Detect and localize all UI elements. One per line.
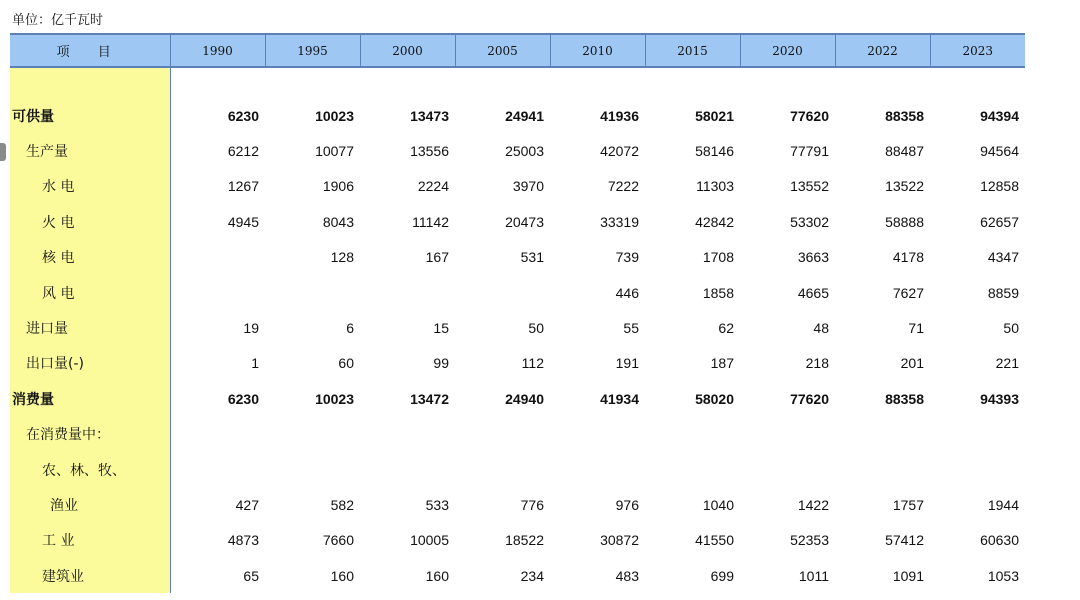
table-row — [10, 417, 1025, 452]
unit-label: 单位：亿千瓦时 — [12, 13, 104, 28]
value-cell: 483 — [615, 567, 639, 584]
value-cell: 42072 — [600, 143, 639, 160]
header-year: 2010 — [550, 34, 645, 67]
value-cell: 4665 — [797, 284, 829, 301]
value-cell: 13552 — [790, 178, 829, 195]
value-cell: 71 — [908, 320, 924, 337]
value-cell: 6 — [346, 320, 354, 337]
value-cell: 57412 — [885, 532, 924, 549]
value-cell: 41934 — [600, 390, 639, 407]
value-cell: 48 — [813, 320, 829, 337]
value-cell: 1011 — [798, 567, 829, 584]
row-label: 建筑业 — [10, 558, 170, 593]
value-cell — [170, 240, 265, 275]
value-cell: 160 — [330, 567, 354, 584]
row-label: 可供量 — [10, 98, 170, 133]
table-row — [10, 310, 1025, 345]
value-cell: 531 — [520, 249, 544, 266]
table-row — [10, 558, 1025, 593]
value-cell: 446 — [615, 284, 639, 301]
value-cell: 2224 — [417, 178, 449, 195]
value-cell: 4347 — [987, 249, 1019, 266]
value-cell: 10005 — [410, 532, 449, 549]
value-cell: 62 — [718, 320, 734, 337]
value-cell: 533 — [425, 496, 449, 513]
header-year: 1990 — [170, 34, 265, 67]
table-row — [10, 169, 1025, 204]
value-cell: 1422 — [797, 496, 829, 513]
sidebar-toggle-handle[interactable] — [0, 143, 6, 161]
table-row — [10, 240, 1025, 275]
header-year: 2023 — [930, 34, 1025, 67]
value-cell: 4945 — [227, 213, 259, 230]
table-row — [10, 452, 1025, 487]
value-cell: 218 — [805, 355, 829, 372]
value-cell: 13522 — [885, 178, 924, 195]
table-row — [10, 523, 1025, 558]
value-cell: 41936 — [600, 107, 639, 124]
value-cell: 88358 — [885, 107, 924, 124]
table-row — [10, 487, 1025, 522]
value-cell: 99 — [433, 355, 449, 372]
value-cell — [360, 452, 455, 487]
table-row — [10, 98, 1025, 133]
value-cell: 4178 — [892, 249, 924, 266]
value-cell: 77791 — [790, 143, 829, 160]
value-cell: 8043 — [322, 213, 354, 230]
value-cell: 8859 — [987, 284, 1019, 301]
value-cell: 15 — [433, 320, 449, 337]
value-cell — [265, 275, 360, 310]
value-cell: 13556 — [410, 143, 449, 160]
header-item-label: 项 目 — [10, 34, 170, 67]
value-cell: 3663 — [797, 249, 829, 266]
table-row — [10, 204, 1025, 239]
value-cell: 1 — [251, 355, 259, 372]
row-label: 农、林、牧、 — [10, 452, 170, 487]
header-row — [10, 34, 1025, 67]
value-cell: 94564 — [980, 143, 1019, 160]
value-cell: 427 — [235, 496, 259, 513]
value-cell — [170, 417, 265, 452]
value-cell — [645, 452, 740, 487]
value-cell — [550, 417, 645, 452]
spacer-row — [10, 67, 1025, 98]
header-year: 2005 — [455, 34, 550, 67]
value-cell: 88358 — [885, 390, 924, 407]
value-cell: 739 — [615, 249, 639, 266]
value-cell: 13472 — [410, 390, 449, 407]
electricity-balance-table — [10, 33, 1025, 593]
value-cell: 128 — [330, 249, 354, 266]
row-label: 渔业 — [10, 487, 170, 522]
row-label: 出口量(-) — [10, 346, 170, 381]
value-cell: 167 — [425, 249, 449, 266]
value-cell: 24940 — [505, 390, 544, 407]
row-label: 生产量 — [10, 133, 170, 168]
value-cell — [550, 452, 645, 487]
value-cell: 234 — [520, 567, 544, 584]
value-cell: 60630 — [980, 532, 1019, 549]
row-label: 水 电 — [10, 169, 170, 204]
row-label: 工 业 — [10, 523, 170, 558]
value-cell: 1858 — [702, 284, 734, 301]
value-cell: 19 — [243, 320, 259, 337]
value-cell: 6230 — [227, 107, 259, 124]
value-cell: 58146 — [695, 143, 734, 160]
value-cell: 1757 — [892, 496, 924, 513]
value-cell: 33319 — [600, 213, 639, 230]
value-cell — [835, 452, 930, 487]
value-cell — [455, 275, 550, 310]
value-cell: 10077 — [315, 143, 354, 160]
value-cell: 699 — [710, 567, 734, 584]
value-cell: 42842 — [695, 213, 734, 230]
value-cell: 6212 — [227, 143, 259, 160]
value-cell: 88487 — [885, 143, 924, 160]
value-cell: 50 — [1003, 320, 1019, 337]
table-row — [10, 275, 1025, 310]
value-cell: 191 — [615, 355, 639, 372]
row-label: 核 电 — [10, 240, 170, 275]
value-cell — [455, 417, 550, 452]
table-body — [10, 67, 1025, 593]
value-cell: 221 — [995, 355, 1019, 372]
value-cell: 582 — [330, 496, 354, 513]
value-cell: 11303 — [696, 178, 734, 195]
table-row — [10, 346, 1025, 381]
value-cell: 3970 — [512, 178, 544, 195]
value-cell: 25003 — [505, 143, 544, 160]
value-cell: 60 — [338, 355, 354, 372]
value-cell: 976 — [615, 496, 639, 513]
value-cell: 4873 — [227, 532, 259, 549]
table-row — [10, 133, 1025, 168]
value-cell — [740, 417, 835, 452]
value-cell: 1053 — [987, 567, 1019, 584]
value-cell: 11142 — [412, 213, 449, 230]
value-cell: 1906 — [322, 178, 354, 195]
value-cell: 13473 — [410, 107, 449, 124]
value-cell: 10023 — [315, 390, 354, 407]
value-cell: 12858 — [980, 178, 1019, 195]
value-cell: 10023 — [315, 107, 354, 124]
value-cell: 1944 — [987, 496, 1019, 513]
value-cell: 58020 — [695, 390, 734, 407]
value-cell: 94394 — [980, 107, 1019, 124]
value-cell: 55 — [623, 320, 639, 337]
value-cell: 6230 — [227, 390, 259, 407]
spacer-label-cell — [10, 67, 170, 98]
value-cell: 776 — [520, 496, 544, 513]
value-cell: 1708 — [702, 249, 734, 266]
value-cell: 58021 — [695, 107, 734, 124]
value-cell: 41550 — [695, 532, 734, 549]
value-cell: 1091 — [892, 567, 924, 584]
value-cell: 50 — [528, 320, 544, 337]
value-cell — [930, 417, 1025, 452]
value-cell: 53302 — [790, 213, 829, 230]
value-cell — [170, 452, 265, 487]
value-cell — [265, 452, 360, 487]
header-year: 2022 — [835, 34, 930, 67]
value-cell: 7627 — [892, 284, 924, 301]
value-cell: 7660 — [322, 532, 354, 549]
row-label: 进口量 — [10, 310, 170, 345]
value-cell: 52353 — [790, 532, 829, 549]
value-cell — [835, 417, 930, 452]
value-cell: 187 — [710, 355, 734, 372]
header-year: 2020 — [740, 34, 835, 67]
value-cell: 18522 — [505, 532, 544, 549]
row-label: 火 电 — [10, 204, 170, 239]
value-cell: 30872 — [600, 532, 639, 549]
value-cell — [265, 417, 360, 452]
value-cell: 24941 — [505, 107, 544, 124]
value-cell: 1040 — [702, 496, 734, 513]
value-cell: 7222 — [607, 178, 639, 195]
value-cell — [170, 275, 265, 310]
value-cell: 160 — [425, 567, 449, 584]
value-cell: 77620 — [790, 107, 829, 124]
value-cell: 112 — [521, 355, 544, 372]
spacer-cell — [170, 67, 1025, 98]
value-cell: 20473 — [505, 213, 544, 230]
row-label: 在消费量中： — [10, 417, 170, 452]
value-cell: 62657 — [980, 213, 1019, 230]
value-cell: 77620 — [790, 390, 829, 407]
value-cell — [360, 417, 455, 452]
value-cell: 201 — [900, 355, 924, 372]
header-year: 2015 — [645, 34, 740, 67]
value-cell — [360, 275, 455, 310]
value-cell — [740, 452, 835, 487]
table-header — [10, 34, 1025, 67]
row-label: 消费量 — [10, 381, 170, 416]
value-cell: 65 — [243, 567, 259, 584]
value-cell — [455, 452, 550, 487]
header-year: 1995 — [265, 34, 360, 67]
value-cell: 1267 — [227, 178, 259, 195]
row-label: 风 电 — [10, 275, 170, 310]
value-cell: 58888 — [885, 213, 924, 230]
table-row — [10, 381, 1025, 416]
value-cell — [645, 417, 740, 452]
header-year: 2000 — [360, 34, 455, 67]
value-cell — [930, 452, 1025, 487]
value-cell: 94393 — [980, 390, 1019, 407]
